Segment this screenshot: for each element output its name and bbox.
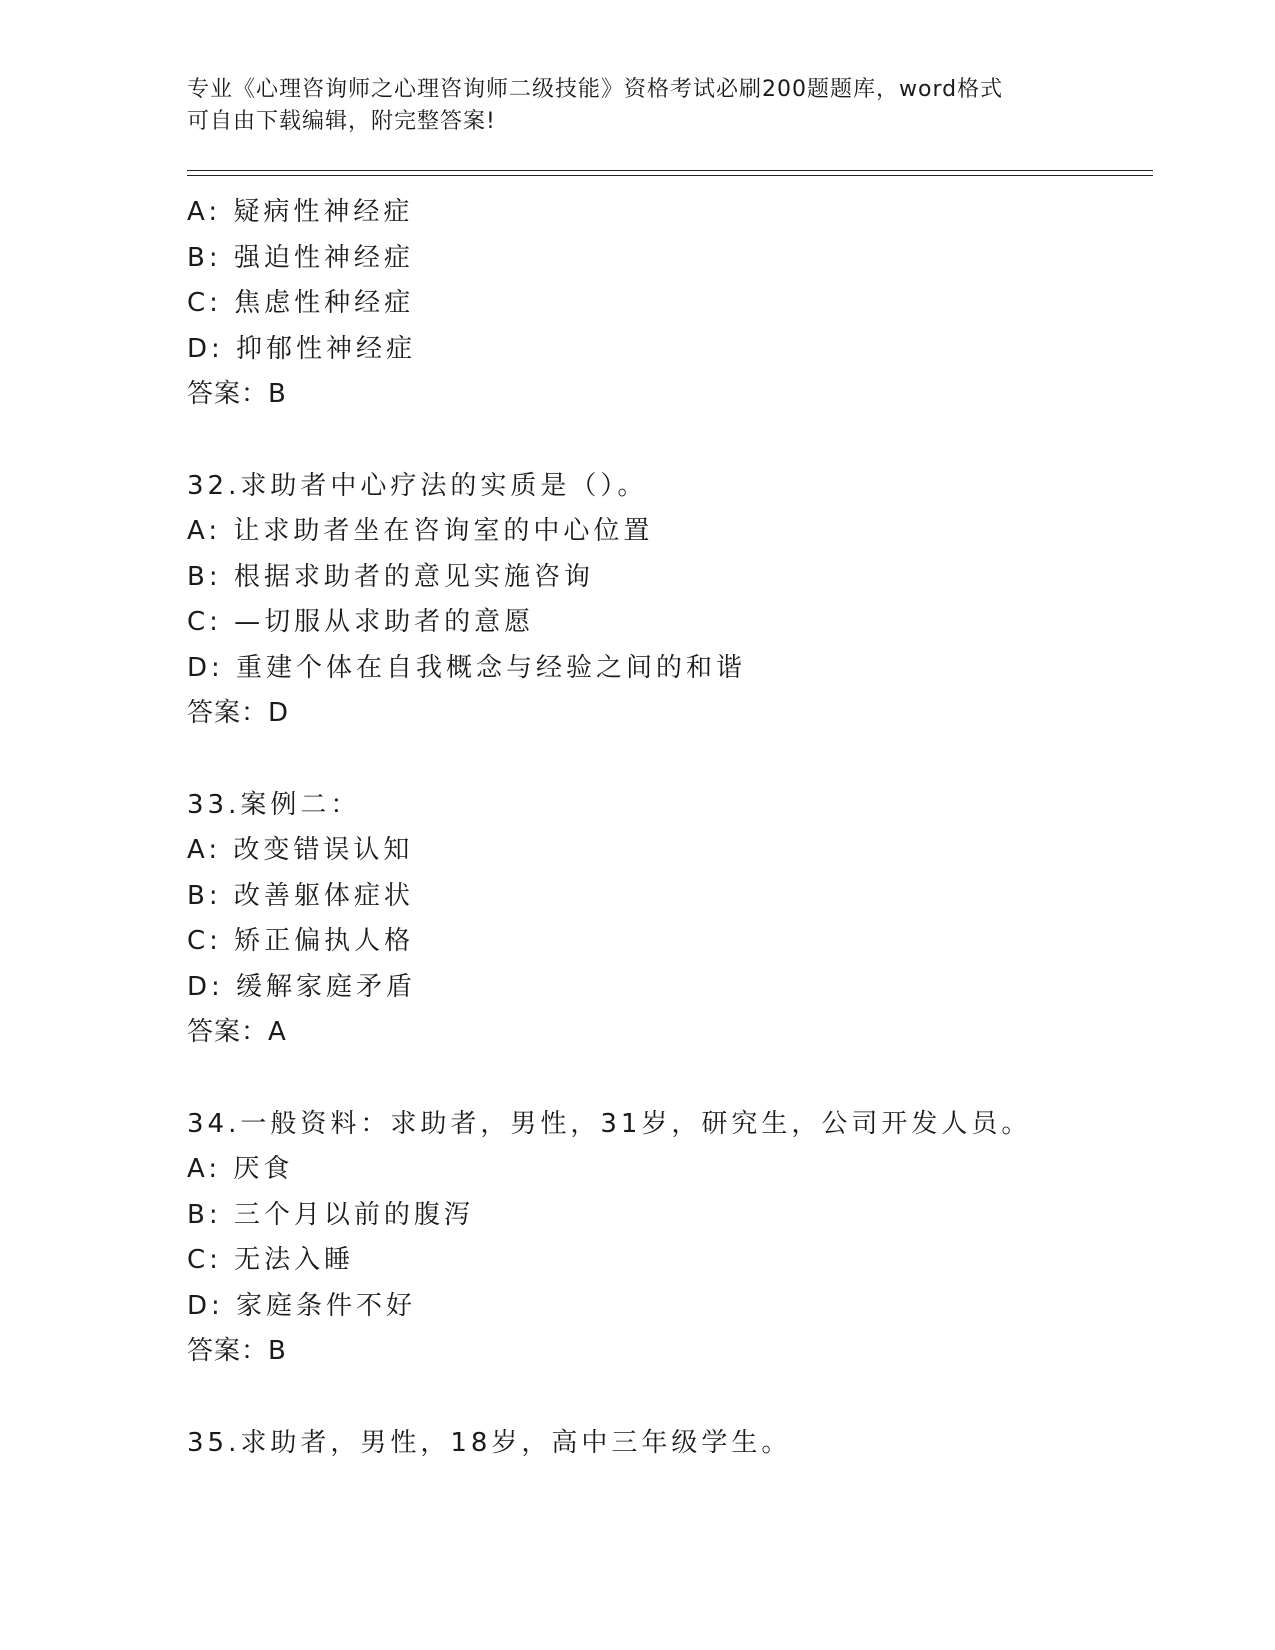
option-c: C: 矫正偏执人格 <box>187 926 415 956</box>
spacer <box>187 737 1153 783</box>
header-rule-bottom <box>187 175 1153 176</box>
option-a: A: 改变错误认知 <box>187 835 414 865</box>
question-32 <box>187 464 1153 737</box>
option-b: B: 改善躯体症状 <box>187 880 414 911</box>
option-b: B: 强迫性神经症 <box>187 242 414 273</box>
question-stem: 34.一般资料：求助者，男性，31岁，研究生，公司开发人员。 <box>187 1108 1032 1139</box>
option-c: C: —切服从求助者的意愿 <box>187 607 535 637</box>
question-33 <box>187 783 1153 1056</box>
question-34 <box>187 1102 1153 1375</box>
question-stem: 35.求助者，男性，18岁，高中三年级学生。 <box>187 1427 792 1458</box>
option-b: B: 三个月以前的腹泻 <box>187 1199 474 1230</box>
answer: 答案：B <box>187 1336 287 1366</box>
option-d: D: 抑郁性神经症 <box>187 333 417 364</box>
option-b: B: 根据求助者的意见实施咨询 <box>187 561 594 592</box>
option-d: D: 重建个体在自我概念与经验之间的和谐 <box>187 652 747 683</box>
question-stem: 32.求助者中心疗法的实质是（）。 <box>187 470 648 501</box>
option-c: C: 无法入睡 <box>187 1245 355 1275</box>
option-a: A: 让求助者坐在咨询室的中心位置 <box>187 516 654 546</box>
document-header <box>187 74 1087 138</box>
option-c: C: 焦虑性种经症 <box>187 288 415 318</box>
answer: 答案：A <box>187 1017 287 1047</box>
header-line-1: 专业《心理咨询师之心理咨询师二级技能》资格考试必刷200题题库，word格式 <box>187 77 1004 102</box>
spacer <box>187 1056 1153 1102</box>
answer: 答案：B <box>187 379 287 409</box>
answer: 答案：D <box>187 698 290 728</box>
question-list <box>187 190 1153 1466</box>
option-d: D: 缓解家庭矛盾 <box>187 971 417 1002</box>
option-a: A: 厌食 <box>187 1154 294 1184</box>
option-a: A: 疑病性神经症 <box>187 197 414 227</box>
header-rule-top <box>187 170 1153 171</box>
question-31 <box>187 190 1153 418</box>
option-d: D: 家庭条件不好 <box>187 1290 417 1321</box>
question-35 <box>187 1421 1153 1467</box>
header-line-2: 可自由下载编辑，附完整答案! <box>187 109 496 134</box>
spacer <box>187 1375 1153 1421</box>
question-stem: 33.案例二： <box>187 789 361 820</box>
spacer <box>187 418 1153 464</box>
